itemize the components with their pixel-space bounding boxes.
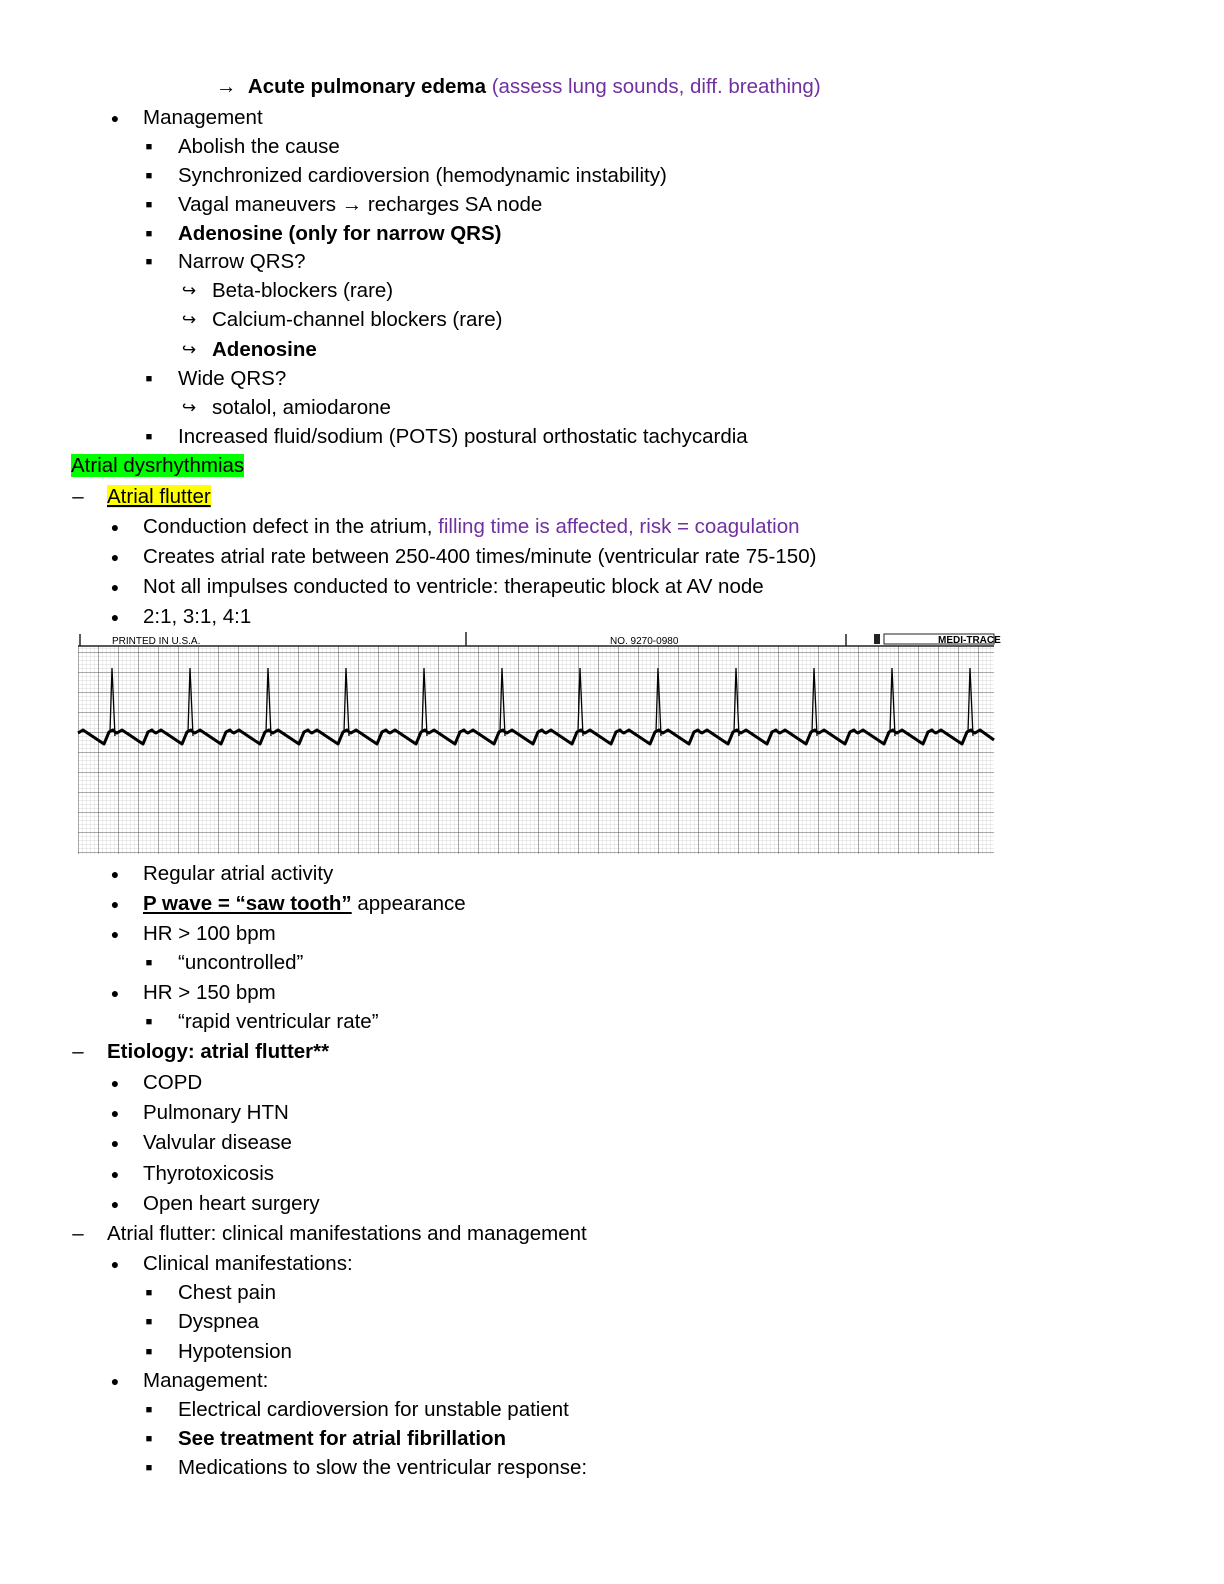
edema-line [216, 72, 821, 102]
flutter-bullet [143, 512, 800, 542]
etiology-item: Valvular disease [143, 1131, 292, 1154]
manifest-item: Chest pain [178, 1281, 277, 1304]
clinical-management-item: Medications to slow the ventricular response: [178, 1456, 588, 1479]
management-title: Management [143, 106, 263, 129]
flutter-heading-text: Atrial flutter [107, 485, 211, 508]
wide-qrs-label: Wide QRS? [178, 367, 287, 390]
square-bullet-icon: ■ [145, 228, 153, 240]
bullet-icon: ● [110, 1256, 120, 1272]
manifest-item: Hypotension [178, 1340, 292, 1363]
section-heading [71, 451, 244, 481]
bullet-icon: ● [110, 110, 120, 126]
bullet-icon: ● [110, 1105, 120, 1121]
square-bullet-icon: ■ [145, 1316, 153, 1328]
hook-arrow-icon: ↪ [181, 310, 197, 329]
management-item: Synchronized cardioversion (hemodynamic instability) [178, 164, 667, 187]
square-bullet-icon: ■ [145, 1462, 153, 1474]
etiology-item: Pulmonary HTN [143, 1101, 289, 1124]
clinical-management-item: Electrical cardioversion for unstable patient [178, 1398, 569, 1421]
square-bullet-icon: ■ [145, 141, 153, 153]
ecg-note: HR > 150 bpm [143, 981, 276, 1004]
bullet-icon: ● [110, 1196, 120, 1212]
ecg-brand-logo-icon [874, 634, 880, 644]
flutter-heading [107, 482, 211, 512]
dash-icon: – [72, 485, 84, 508]
square-bullet-icon: ■ [145, 1346, 153, 1358]
bullet-icon: ● [110, 1075, 120, 1091]
manifest-item: Dyspnea [178, 1310, 259, 1333]
narrow-subitem: Beta-blockers (rare) [212, 279, 394, 302]
pwave-bold: P wave = “saw tooth” [143, 892, 352, 915]
hook-arrow-icon: ↪ [181, 340, 197, 359]
hook-arrow-icon: ↪ [181, 398, 197, 417]
flutter-bullet: 2:1, 3:1, 4:1 [143, 605, 252, 628]
management-item: Vagal maneuvers → recharges SA node [178, 193, 543, 216]
square-bullet-icon: ■ [145, 1433, 153, 1445]
ecg-strip [78, 632, 1001, 854]
etiology-heading: Etiology: atrial flutter** [107, 1040, 330, 1063]
bullet-icon: ● [110, 985, 120, 1001]
wide-subitem: sotalol, amiodarone [212, 396, 391, 419]
ecg-note: HR > 100 bpm [143, 922, 276, 945]
edema-bold: Acute pulmonary edema [247, 75, 486, 98]
ecg-subnote: “rapid ventricular rate” [178, 1010, 379, 1033]
bullet-icon: ● [110, 609, 120, 625]
flutter-bullet-purple: filling time is affected, risk = coagulation [438, 515, 800, 538]
ecg-number-label: NO. 9270-0980 [610, 636, 679, 647]
narrow-subitem-adenosine: Adenosine [212, 338, 317, 361]
management-item: Narrow QRS? [178, 250, 306, 273]
bullet-icon: ● [110, 549, 120, 565]
flutter-bullet-main: Conduction defect in the atrium, [143, 515, 439, 538]
flutter-bullet: Creates atrial rate between 250-400 times/minute (ventricular rate 75-150) [143, 545, 817, 568]
ecg-brand-label: MEDI-TRACE [938, 635, 1001, 646]
section-heading-text: Atrial dysrhythmias [71, 454, 245, 477]
management-item: Abolish the cause [178, 135, 340, 158]
arrow-icon: → [216, 75, 237, 98]
square-bullet-icon: ■ [145, 957, 153, 969]
narrow-subitem: Calcium-channel blockers (rare) [212, 308, 503, 331]
ecg-printed-label: PRINTED IN U.S.A. [112, 636, 201, 647]
bullet-icon: ● [110, 1373, 120, 1389]
square-bullet-icon: ■ [145, 256, 153, 268]
ecg-grid [78, 646, 994, 854]
ecg-note-pwave [143, 889, 466, 919]
management-item-pots: Increased fluid/sodium (POTS) postural orthostatic tachycardia [178, 425, 748, 448]
flutter-bullet: Not all impulses conducted to ventricle: therapeutic block at AV node [143, 575, 764, 598]
bullet-icon: ● [110, 866, 120, 882]
square-bullet-icon: ■ [145, 1016, 153, 1028]
clinical-heading: Atrial flutter: clinical manifestations and management [107, 1222, 587, 1245]
etiology-item: COPD [143, 1071, 203, 1094]
bullet-icon: ● [110, 579, 120, 595]
bullet-icon: ● [110, 1135, 120, 1151]
square-bullet-icon: ■ [145, 373, 153, 385]
square-bullet-icon: ■ [145, 1404, 153, 1416]
bullet-icon: ● [110, 896, 120, 912]
etiology-item: Thyrotoxicosis [143, 1162, 275, 1185]
dash-icon: – [72, 1222, 84, 1245]
ecg-subnote: “uncontrolled” [178, 951, 304, 974]
square-bullet-icon: ■ [145, 170, 153, 182]
clinical-management-item-bold: See treatment for atrial fibrillation [178, 1427, 507, 1450]
etiology-item: Open heart surgery [143, 1192, 320, 1215]
bullet-icon: ● [110, 1166, 120, 1182]
square-bullet-icon: ■ [145, 431, 153, 443]
management-item-adenosine: Adenosine (only for narrow QRS) [178, 222, 502, 245]
bullet-icon: ● [110, 926, 120, 942]
clinical-management-title: Management: [143, 1369, 269, 1392]
bullet-icon: ● [110, 519, 120, 535]
hook-arrow-icon: ↪ [181, 281, 197, 300]
square-bullet-icon: ■ [145, 1287, 153, 1299]
manifest-title: Clinical manifestations: [143, 1252, 353, 1275]
pwave-rest: appearance [351, 892, 466, 915]
square-bullet-icon: ■ [145, 199, 153, 211]
dash-icon: – [72, 1040, 84, 1063]
ecg-note: Regular atrial activity [143, 862, 334, 885]
edema-note: (assess lung sounds, diff. breathing) [491, 75, 821, 98]
